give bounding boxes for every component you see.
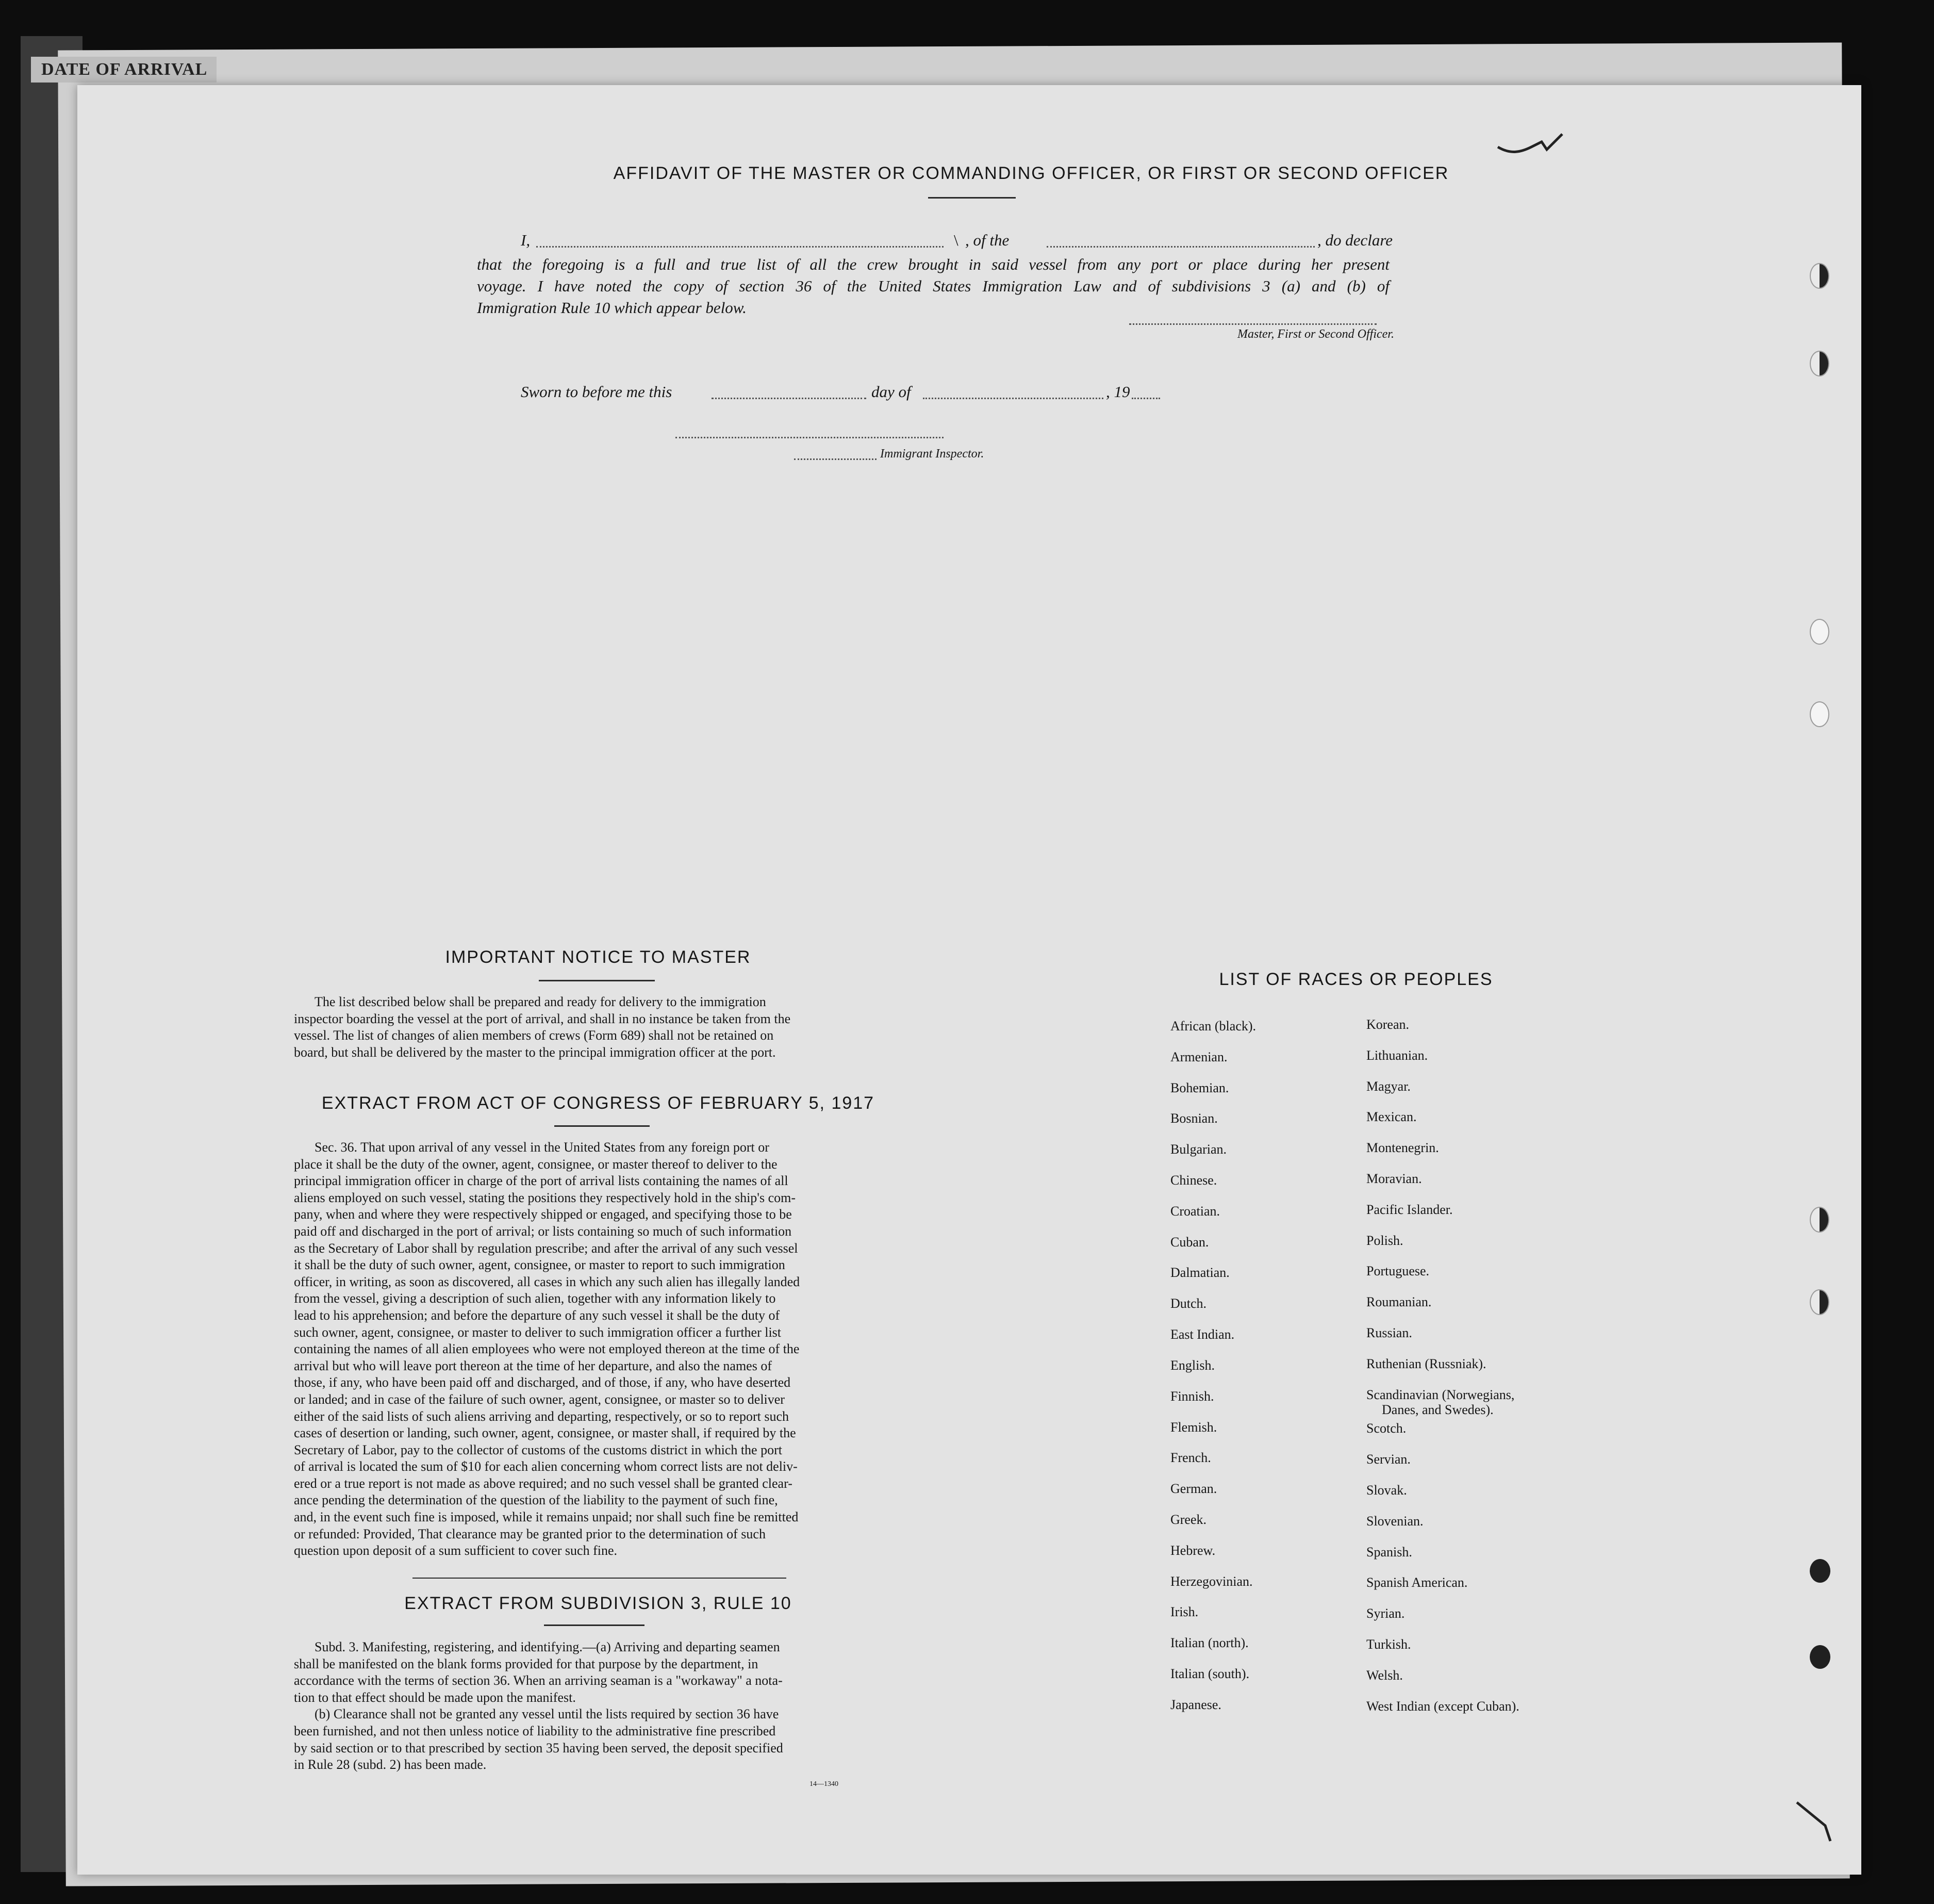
punch-hole-icon — [1810, 351, 1829, 376]
act-line-13: containing the names of all alien employees who were not employed thereon at the time of the — [294, 1341, 800, 1357]
act-line-19: Secretary of Labor, pay to the collector of customs of the customs district in which the port — [294, 1442, 782, 1457]
race-item: Russian. — [1366, 1325, 1412, 1340]
race-item: German. — [1170, 1481, 1217, 1496]
race-item: Roumanian. — [1366, 1294, 1432, 1309]
act-line-2: place it shall be the duty of the owner, agent, consignee, or master thereof to deliver to the — [294, 1156, 778, 1172]
rule-line-2: shall be manifested on the blank forms provided for that purpose by the department, in — [294, 1656, 758, 1671]
act-line-7: as the Secretary of Labor shall by regulation prescribe; and after the arrival of any such vessel — [294, 1240, 798, 1256]
affidavit-of-the: , of the — [965, 231, 1010, 249]
race-item: Bosnian. — [1170, 1111, 1218, 1126]
tick-mark: \ — [954, 231, 958, 249]
rule-line-1: Subd. 3. Manifesting, registering, and identifying.—(a) Arriving and departing seamen — [315, 1639, 780, 1654]
race-item: Chinese. — [1170, 1173, 1217, 1188]
punch-hole-icon — [1810, 701, 1829, 727]
sworn-year-field[interactable] — [1132, 398, 1160, 399]
act-line-16: or landed; and in case of the failure of such owner, agent, consignee, or master so to deliver — [294, 1391, 785, 1407]
act-title-rule — [554, 1125, 650, 1127]
inspector-signature-field-2[interactable] — [794, 458, 877, 460]
race-item: Hebrew. — [1170, 1543, 1216, 1558]
act-line-20: of arrival is located the sum of $10 for each alien concerning whom correct lists are not deliv- — [294, 1459, 798, 1474]
rule-line-5: (b) Clearance shall not be granted any vessel until the lists required by section 36 have — [315, 1706, 779, 1722]
race-item: Croatian. — [1170, 1204, 1220, 1219]
race-item: Montenegrin. — [1366, 1140, 1439, 1155]
race-item: Servian. — [1366, 1452, 1411, 1467]
affidavit-i: I, — [521, 231, 531, 249]
act-line-1: Sec. 36. That upon arrival of any vessel in the United States from any foreign port or — [315, 1140, 769, 1155]
rule-line-6: been furnished, and not then unless notice of liability to the administrative fine prescribed — [294, 1723, 776, 1738]
punch-hole-icon — [1810, 1645, 1830, 1669]
race-item: Flemish. — [1170, 1420, 1217, 1435]
act-line-17: either of the said lists of such aliens arriving and departing, respectively, or so to report such — [294, 1408, 789, 1424]
rule-title: EXTRACT FROM SUBDIVISION 3, RULE 10 — [404, 1594, 792, 1613]
notice-body — [294, 994, 902, 1061]
day-of-label: day of — [871, 383, 911, 401]
race-item: Slovak. — [1366, 1483, 1407, 1498]
notice-line-4: board, but shall be delivered by the master to the principal immigration officer at the port. — [294, 1044, 776, 1060]
name-field[interactable] — [536, 246, 944, 248]
act-line-5: pany, when and where they were respectively shipped or engaged, and specifying those to be — [294, 1207, 792, 1222]
checkmark-icon — [1794, 1797, 1836, 1844]
act-line-23: and, in the event such fine is imposed, while it remains unpaid; nor shall such fine be remitted — [294, 1509, 799, 1525]
race-item: Bulgarian. — [1170, 1142, 1227, 1157]
race-item: Cuban. — [1170, 1235, 1209, 1250]
race-item: West Indian (except Cuban). — [1366, 1699, 1519, 1714]
notice-title-rule — [539, 980, 655, 981]
race-item: Irish. — [1170, 1604, 1199, 1619]
notice-line-1: The list described below shall be prepared and ready for delivery to the immigration — [315, 994, 766, 1009]
race-item: Ruthenian (Russniak). — [1366, 1356, 1486, 1371]
checkmark-icon — [1495, 132, 1567, 162]
inspector-signature-field[interactable] — [675, 437, 944, 438]
act-line-11: lead to his apprehension; and before the departure of any such vessel it shall be the duty of — [294, 1307, 780, 1323]
act-title: EXTRACT FROM ACT OF CONGRESS OF FEBRUARY 5, 1917 — [321, 1093, 875, 1113]
rule-line-8: in Rule 28 (subd. 2) has been made. — [294, 1757, 487, 1772]
race-item: Bohemian. — [1170, 1080, 1229, 1095]
race-item: Turkish. — [1366, 1637, 1411, 1652]
act-line-12: such owner, agent, consignee, or master to deliver to such immigration officer a further list — [294, 1324, 782, 1340]
race-item: Spanish American. — [1366, 1575, 1468, 1590]
affidavit-body-line3: voyage. I have noted the copy of section 36 of the United States Immigration Law and of subdivisions 3 (a) and (b) of — [477, 277, 1390, 295]
rule-line-7: by said section or to that prescribed by section 35 having been served, the deposit specified — [294, 1740, 783, 1755]
form-number: 14—1340 — [809, 1780, 838, 1788]
affidavit-title: AFFIDAVIT OF THE MASTER OR COMMANDING OFFICER, OR FIRST OR SECOND OFFICER — [613, 163, 1449, 183]
act-line-9: officer, in writing, as soon as discovered, all cases in which any such alien has illegally landed — [294, 1274, 800, 1289]
race-item: Japanese. — [1170, 1697, 1221, 1712]
race-item: Korean. — [1366, 1017, 1410, 1032]
year-label: , 19 — [1106, 383, 1130, 401]
race-item: Portuguese. — [1366, 1263, 1430, 1278]
race-item: Dutch. — [1170, 1296, 1207, 1311]
rule-title-rule — [544, 1624, 644, 1626]
act-end-rule — [412, 1578, 786, 1579]
act-line-24: or refunded: Provided, That clearance may be granted prior to the determination of such — [294, 1526, 766, 1541]
notice-line-2: inspector boarding the vessel at the port of arrival, and shall in no instance be taken from the — [294, 1011, 791, 1026]
race-item: Scotch. — [1366, 1421, 1407, 1436]
signature-caption: Master, First or Second Officer. — [1237, 327, 1394, 341]
header-tag: DATE OF ARRIVAL — [31, 57, 217, 83]
race-item: Slovenian. — [1366, 1514, 1424, 1529]
race-item: Italian (south). — [1170, 1666, 1250, 1681]
race-item: Greek. — [1170, 1512, 1207, 1527]
notice-line-3: vessel. The list of changes of alien members of crews (Form 689) shall not be retained on — [294, 1028, 774, 1043]
act-line-8: it shall be the duty of such owner, agent, consignee, or master to report to such immigration — [294, 1257, 785, 1273]
inspector-caption: Immigrant Inspector. — [880, 447, 984, 461]
punch-hole-icon — [1810, 1207, 1829, 1233]
act-line-6: paid off and discharged in the port of arrival; or lists containing so much of such information — [294, 1223, 792, 1239]
notice-title: IMPORTANT NOTICE TO MASTER — [445, 947, 751, 967]
punch-hole-icon — [1810, 263, 1829, 289]
act-line-25: question upon deposit of a sum sufficient to cover such fine. — [294, 1543, 618, 1558]
race-item: Armenian. — [1170, 1049, 1228, 1064]
sworn-label: Sworn to before me this — [521, 383, 672, 401]
race-item: Danes, and Swedes). — [1382, 1402, 1494, 1417]
race-item: Polish. — [1366, 1233, 1403, 1248]
signature-field[interactable] — [1129, 323, 1377, 325]
rule-line-4: tion to that effect should be made upon the manifest. — [294, 1689, 576, 1705]
act-line-14: arrival but who will leave port thereon at the time of her departure, and also the names of — [294, 1358, 772, 1373]
affidavit-body-line4: Immigration Rule 10 which appear below. — [477, 299, 747, 317]
races-title: LIST OF RACES OR PEOPLES — [1219, 970, 1493, 989]
act-body — [294, 1139, 902, 1560]
race-item: Spanish. — [1366, 1545, 1412, 1560]
rule-body — [294, 1639, 902, 1774]
race-item: Italian (north). — [1170, 1635, 1249, 1650]
race-item: Lithuanian. — [1366, 1048, 1428, 1063]
act-line-10: from the vessel, giving a description of such alien, together with any information likely to — [294, 1291, 776, 1306]
race-item: Magyar. — [1366, 1079, 1411, 1094]
race-item: Scandinavian (Norwegians, — [1366, 1387, 1515, 1402]
race-item: French. — [1170, 1450, 1211, 1465]
race-item: Syrian. — [1366, 1606, 1405, 1621]
race-item: Dalmatian. — [1170, 1265, 1230, 1280]
race-item: Moravian. — [1366, 1171, 1422, 1186]
punch-hole-icon — [1810, 1559, 1830, 1583]
act-line-21: ered or a true report is not made as above required; and no such vessel shall be granted clear- — [294, 1475, 792, 1491]
race-item: English. — [1170, 1358, 1215, 1373]
race-item: African (black). — [1170, 1019, 1257, 1033]
affidavit-title-rule — [928, 197, 1016, 199]
sworn-month-field[interactable] — [923, 398, 1103, 399]
race-item: Herzegovinian. — [1170, 1574, 1253, 1589]
race-item: Welsh. — [1366, 1668, 1403, 1683]
affidavit-body-line2: that the foregoing is a full and true list of all the crew brought in said vessel from any port or place during her present — [477, 255, 1390, 273]
act-line-15: those, if any, who have been paid off and discharged, and of those, if any, who have deserted — [294, 1375, 791, 1390]
act-line-22: ance pending the determination of the question of the liability to the payment of such fine, — [294, 1492, 778, 1508]
act-line-4: aliens employed on such vessel, stating the positions they respectively hold in the ship's com- — [294, 1190, 796, 1205]
vessel-field[interactable] — [1047, 246, 1315, 248]
affidavit-do-declare: , do declare — [1317, 231, 1393, 249]
document-page — [77, 85, 1861, 1875]
act-line-18: cases of desertion or landing, such owner, agent, consignee, or master shall, if required by the — [294, 1425, 796, 1441]
race-item: Mexican. — [1366, 1109, 1417, 1124]
rule-line-3: accordance with the terms of section 36. When an arriving seaman is a "workaway" a nota- — [294, 1673, 783, 1688]
race-item: Pacific Islander. — [1366, 1202, 1453, 1217]
sworn-day-field[interactable] — [712, 398, 866, 399]
punch-hole-icon — [1810, 1289, 1829, 1315]
punch-hole-icon — [1810, 619, 1829, 645]
act-line-3: principal immigration officer in charge of the port of arrival lists containing the names of all — [294, 1173, 788, 1189]
race-item: Finnish. — [1170, 1389, 1214, 1404]
race-item: East Indian. — [1170, 1327, 1235, 1342]
